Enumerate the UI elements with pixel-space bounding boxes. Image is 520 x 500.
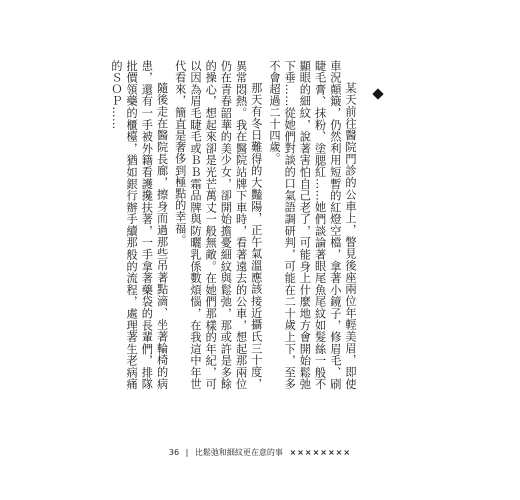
paragraph-2: 那天有冬日難得的大豔陽，正午氣溫應該接近攝氏三十度，異常悶熱。我在醫院站牌下車時，看著遠去的公車，想起那兩位仍在青春韶華的美少女，卻開始擔憂細紋與鬆弛，那或許是多餘的操心，想起來卻是光芒萬丈一般無敵。在她們那樣的年紀，可以因為眉毛睫毛或ＢＢ霜品牌與防曬乳係數煩惱，在我這中年世代看來，簡直是奢侈到極點的幸福。 xyxy=(173,60,263,390)
footer-ornament: ×××××××× xyxy=(289,448,352,457)
page-footer xyxy=(0,447,520,458)
footer-separator: | xyxy=(185,448,189,457)
chapter-title: 比鬆弛和細紋更在意的事 xyxy=(194,448,283,457)
paragraph-1: 某天前往醫院門診的公車上，瞥見後座兩位年輕美眉，即使車況顛簸，仍然利用短暫的紅燈空檔，拿著小鏡子，修眉毛、刷睫毛膏、抹粉、塗腮紅……她們談論著眼尾魚尾紋如髮絲一般不顯眼的細紋，說著害怕自己老了，可能身上什麼地方會開始鬆弛下垂……從她們對談的口氣語調研判，可能在二十歲上下，至多不會超過二十四歲。 xyxy=(267,60,357,390)
page-number: 36 xyxy=(168,448,180,457)
section-diamond-icon xyxy=(372,88,383,99)
body-text xyxy=(109,60,358,390)
paragraph-3: 隨後走在醫院長廊，擦身而過那些吊著點滴、坐著輪椅的病患，還有一手被外籍看護攙扶著，一手拿著藥袋的長輩們，排隊批價領藥的櫃檯，猶如銀行辦手續那般的流程，處理著生老病痛的ＳＯＰ…… xyxy=(109,60,169,390)
